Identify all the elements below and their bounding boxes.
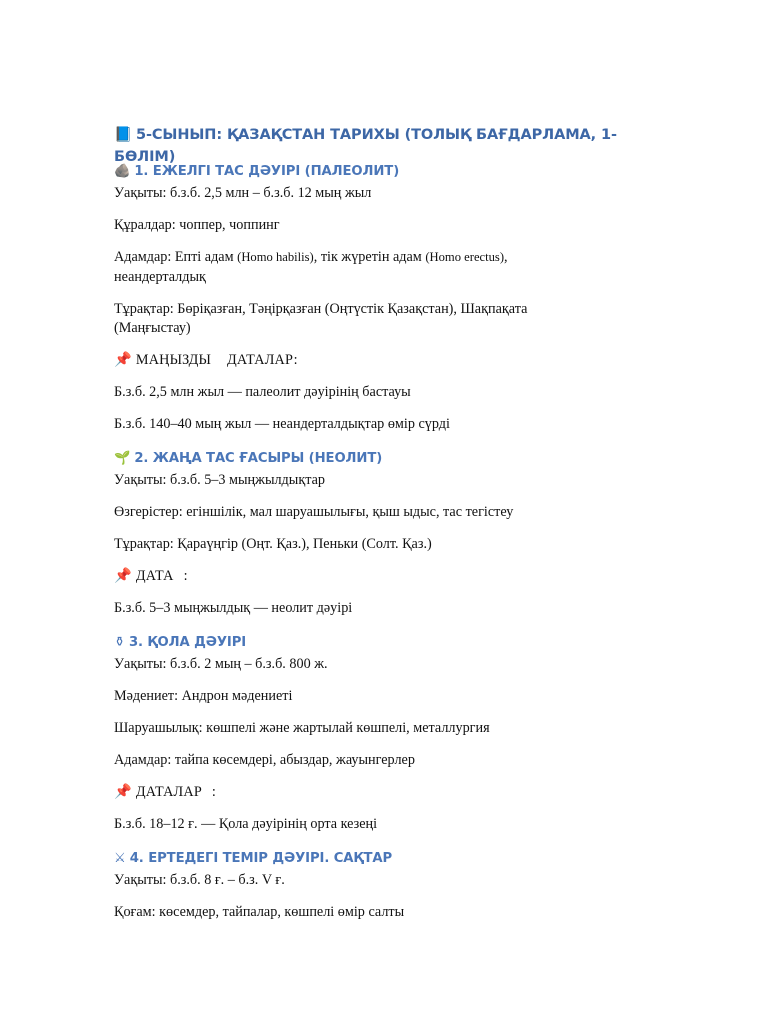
book-icon: 📘 bbox=[114, 127, 132, 143]
section-4-heading: ⚔ 4. ЕРТЕДЕГІ ТЕМІР ДӘУІРІ. САҚТАР bbox=[114, 849, 392, 869]
s1-sites-line1: Тұрақтар: Бөріқазған, Тәңірқазған (Оңтүстік Қазақстан), Шақпақата bbox=[114, 301, 528, 317]
s1-key-dates-label: 📌 МАҢЫЗДЫ ДАТАЛАР: bbox=[114, 352, 298, 368]
crossed-swords-icon: ⚔ bbox=[114, 851, 126, 866]
s3-date-1: Б.з.б. 18–12 ғ. — Қола дәуірінің орта кезеңі bbox=[114, 816, 378, 832]
document-title: 📘 5-СЫНЫП: ҚАЗАҚСТАН ТАРИХЫ (ТОЛЫҚ БАҒДАРЛАМА, 1-БӨЛІМ) bbox=[114, 124, 654, 168]
s1-date-1: Б.з.б. 2,5 млн жыл — палеолит дәуірінің бастауы bbox=[114, 384, 411, 400]
s3-key-dates-label: 📌 ДАТАЛАР : bbox=[114, 784, 217, 800]
s3-time: Уақыты: б.з.б. 2 мың – б.з.б. 800 ж. bbox=[114, 656, 328, 672]
s1-sites-line2: (Маңғыстау) bbox=[114, 320, 191, 336]
s1-tools: Құралдар: чоппер, чоппинг bbox=[114, 217, 280, 233]
pin-icon: 📌 bbox=[114, 352, 132, 368]
s1-time: Уақыты: б.з.б. 2,5 млн – б.з.б. 12 мың жыл bbox=[114, 185, 372, 201]
s2-time: Уақыты: б.з.б. 5–3 мыңжылдықтар bbox=[114, 472, 325, 488]
s1-people-cont: неандерталдық bbox=[114, 269, 206, 285]
rock-icon: 🪨 bbox=[114, 164, 131, 179]
s1-date-2: Б.з.б. 140–40 мың жыл — неандерталдықтар өмір сүрді bbox=[114, 416, 450, 432]
seedling-icon: 🌱 bbox=[114, 451, 131, 466]
s1-people: Адамдар: Епті адам (Homo habilis), тік жүретін адам (Homo erectus), bbox=[114, 249, 508, 265]
s4-society: Қоғам: көсемдер, тайпалар, көшпелі өмір салты bbox=[114, 904, 405, 920]
s2-date-1: Б.з.б. 5–3 мыңжылдық — неолит дәуірі bbox=[114, 600, 353, 616]
s2-sites: Тұрақтар: Қараүңгір (Оңт. Қаз.), Пеньки (Солт. Қаз.) bbox=[114, 536, 432, 552]
s4-time: Уақыты: б.з.б. 8 ғ. – б.з. V ғ. bbox=[114, 872, 285, 888]
s3-economy: Шаруашылық: көшпелі және жартылай көшпелі, металлургия bbox=[114, 720, 490, 736]
s2-key-date-label: 📌 ДАТА : bbox=[114, 568, 188, 584]
section-3-heading: ⚱ 3. ҚОЛА ДӘУІРІ bbox=[114, 633, 246, 653]
pin-icon: 📌 bbox=[114, 568, 132, 584]
section-1-heading: 🪨 1. ЕЖЕЛГІ ТАС ДӘУІРІ (ПАЛЕОЛИТ) bbox=[114, 162, 399, 182]
pin-icon: 📌 bbox=[114, 784, 132, 800]
section-2-heading: 🌱 2. ЖАҢА ТАС ҒАСЫРЫ (НЕОЛИТ) bbox=[114, 449, 382, 469]
s3-people: Адамдар: тайпа көсемдері, абыздар, жауынгерлер bbox=[114, 752, 415, 768]
s2-changes: Өзгерістер: егіншілік, мал шаруашылығы, қыш ыдыс, тас тегістеу bbox=[114, 504, 514, 520]
amphora-icon: ⚱ bbox=[114, 635, 125, 650]
s3-culture: Мәдениет: Андрон мәдениеті bbox=[114, 688, 293, 704]
